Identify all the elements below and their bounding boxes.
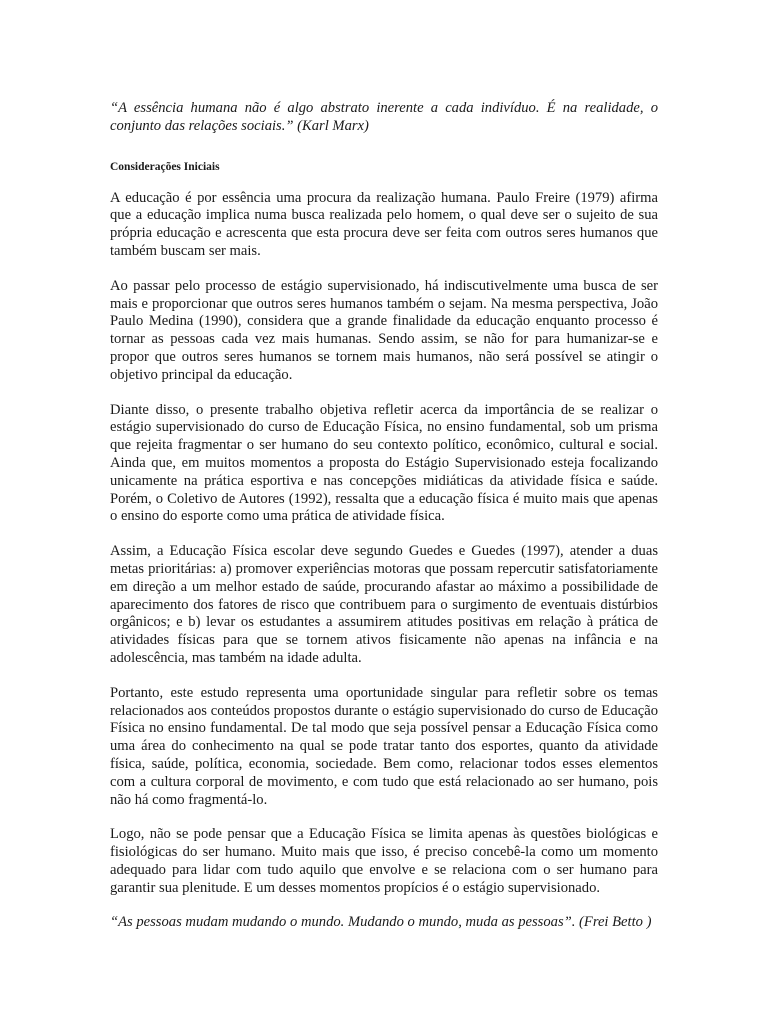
epigraph xyxy=(110,100,658,136)
epigraph-text: “A essência humana não é algo abstrato inerente a cada indivíduo. É na realidade, o conjunto das relações sociais.” xyxy=(110,100,658,134)
document-page xyxy=(110,100,658,932)
paragraph-3: Diante disso, o presente trabalho objetiva refletir acerca da importância de se realizar o estágio supervisionado do curso de Educação Física, no ensino fundamental, sob um prisma que rejeita fragmentar o ser humano do seu contexto político, econômico, cultural e social. Ainda que, em muitos momentos a proposta do Estágio Supervisionado esteja focalizando unicamente na prática esportiva e nas concepções midiáticas da atividade física e saúde. Porém, o Coletivo de Autores (1992), ressalta que a educação física é muito mais que apenas o ensino do esporte como uma prática de atividade física. xyxy=(110,401,658,525)
epigraph-author: (Karl Marx) xyxy=(293,117,369,134)
paragraph-5: Portanto, este estudo representa uma oportunidade singular para refletir sobre os temas relacionados aos conteúdos propostos durante o estágio supervisionado do curso de Educação Física no ensino fundamental. De tal modo que seja possível pensar a Educação Física como uma área do conhecimento na qual se pode tratar tanto dos esportes, quanto da atividade física, saúde, política, economia, sociedade. Bem como, relacionar todos esses elementos com a cultura corporal de movimento, e com tudo que está relacionado ao ser humano, pois não há como fragmentá-lo. xyxy=(110,684,658,808)
closing-quote: “As pessoas mudam mudando o mundo. Mudando o mundo, muda as pessoas”. (Frei Betto ) xyxy=(110,914,652,931)
paragraph-4: Assim, a Educação Física escolar deve segundo Guedes e Guedes (1997), atender a duas metas prioritárias: a) promover experiências motoras que possam repercutir satisfatoriamente em direção a um melhor estado de saúde, procurando afastar ao máximo a possibilidade de aparecimento dos fatores de risco que contribuem para o surgimento de eventuais distúrbios orgânicos; e b) levar os estudantes a assumirem atitudes positivas em relação à prática de atividades físicas para que se tornem ativos fisicamente não apenas na infância e na adolescência, mas também na idade adulta. xyxy=(110,543,658,666)
paragraph-2: Ao passar pelo processo de estágio supervisionado, há indiscutivelmente uma busca de ser mais e proporcionar que outros seres humanos também o sejam. Na mesma perspectiva, João Paulo Medina (1990), considera que a grande finalidade da educação enquanto processo é tornar as pessoas cada vez mais humanas. Sendo assim, se não for para humanizar-se e propor que outros seres humanos se tornem mais humanos, não será possível se atingir o objetivo principal da educação. xyxy=(110,277,658,383)
paragraph-6: Logo, não se pode pensar que a Educação Física se limita apenas às questões biológicas e fisiológicas do ser humano. Muito mais que isso, é preciso concebê-la como um momento adequado para lidar com tudo aquilo que envolve e se relaciona com o ser humano para garantir sua plenitude. E um desses momentos propícios é o estágio supervisionado. xyxy=(110,826,658,896)
paragraph-1: A educação é por essência uma procura da realização humana. Paulo Freire (1979) afirma que a educação implica numa busca realizada pelo homem, o qual deve ser o sujeito de sua própria educação e acrescenta que esta procura deve ser feita com outros seres humanos que também buscam ser mais. xyxy=(110,189,658,259)
section-title: Considerações Iniciais xyxy=(110,160,220,173)
